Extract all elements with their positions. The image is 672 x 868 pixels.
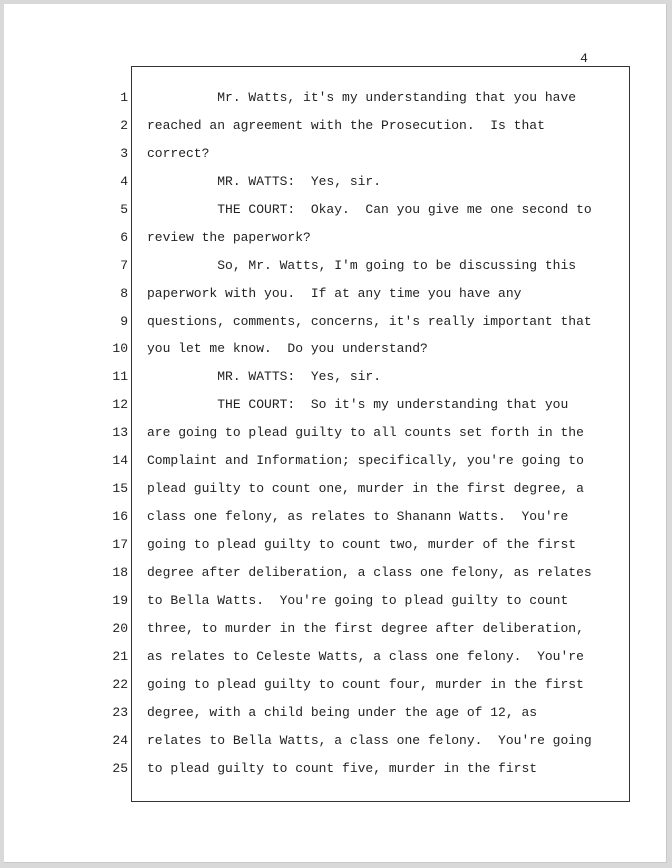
transcript-line: going to plead guilty to count two, murder of the first: [147, 537, 577, 552]
line-number: 18: [112, 564, 128, 580]
line-number: 20: [112, 620, 128, 636]
line-number: 25: [112, 760, 128, 776]
line-number: 10: [112, 341, 128, 357]
transcript-text-column: [147, 84, 627, 782]
transcript-line: going to plead guilty to count four, murder in the first: [147, 676, 584, 692]
line-number: 13: [112, 425, 128, 441]
transcript-line: paperwork with you. If at any time you have any: [147, 285, 522, 301]
line-number: 6: [120, 229, 128, 245]
transcript-line: Mr. Watts, it's my understanding that you have: [147, 90, 577, 105]
transcript-line: plead guilty to count one, murder in the first degree, a: [147, 481, 584, 497]
transcript-line: as relates to Celeste Watts, a class one felony. You're: [147, 648, 584, 664]
transcript-line: So, Mr. Watts, I'm going to be discussing this: [147, 257, 577, 273]
line-number: 22: [112, 676, 128, 692]
line-number: 24: [112, 732, 128, 748]
transcript-line: MR. WATTS: Yes, sir.: [147, 173, 382, 189]
line-number: 8: [120, 285, 128, 301]
page-number: 4: [580, 51, 588, 66]
line-number: 9: [120, 313, 128, 329]
line-number: 16: [112, 509, 128, 525]
transcript-line: THE COURT: So it's my understanding that you: [147, 397, 569, 413]
line-number: 15: [112, 481, 128, 497]
line-number: 12: [112, 397, 128, 413]
line-number: 23: [112, 704, 128, 720]
document-page: [4, 4, 667, 863]
transcript-line: reached an agreement with the Prosecution. Is that: [147, 117, 545, 133]
line-number: 19: [112, 592, 128, 608]
transcript-line: degree, with a child being under the age of 12, as: [147, 704, 538, 720]
transcript-line: relates to Bella Watts, a class one felony. You're going: [147, 732, 592, 748]
transcript-line: Complaint and Information; specifically, you're going to: [147, 453, 584, 469]
line-number: 4: [120, 173, 128, 189]
line-number: 21: [112, 648, 128, 664]
transcript-line: degree after deliberation, a class one felony, as relates: [147, 564, 592, 580]
transcript-line: you let me know. Do you understand?: [147, 341, 428, 357]
transcript-line: to Bella Watts. You're going to plead guilty to count: [147, 592, 569, 608]
line-number: 2: [120, 117, 128, 133]
line-number: 7: [120, 257, 128, 273]
transcript-line: questions, comments, concerns, it's really important that: [147, 313, 592, 329]
line-number: 11: [112, 369, 128, 385]
transcript-line: class one felony, as relates to Shanann Watts. You're: [147, 509, 569, 525]
transcript-line: review the paperwork?: [147, 229, 311, 245]
transcript-line: to plead guilty to count five, murder in the first: [147, 760, 538, 776]
line-number: 3: [120, 145, 128, 161]
transcript-line: THE COURT: Okay. Can you give me one second to: [147, 201, 592, 217]
line-number-column: [100, 84, 128, 782]
line-number: 5: [120, 201, 128, 217]
transcript-line: MR. WATTS: Yes, sir.: [147, 369, 382, 385]
line-number: 14: [112, 453, 128, 469]
line-number: 1: [120, 90, 128, 105]
transcript-line: are going to plead guilty to all counts set forth in the: [147, 425, 584, 441]
transcript-line: three, to murder in the first degree after deliberation,: [147, 620, 584, 636]
transcript-line: correct?: [147, 145, 210, 161]
line-number: 17: [112, 537, 128, 552]
